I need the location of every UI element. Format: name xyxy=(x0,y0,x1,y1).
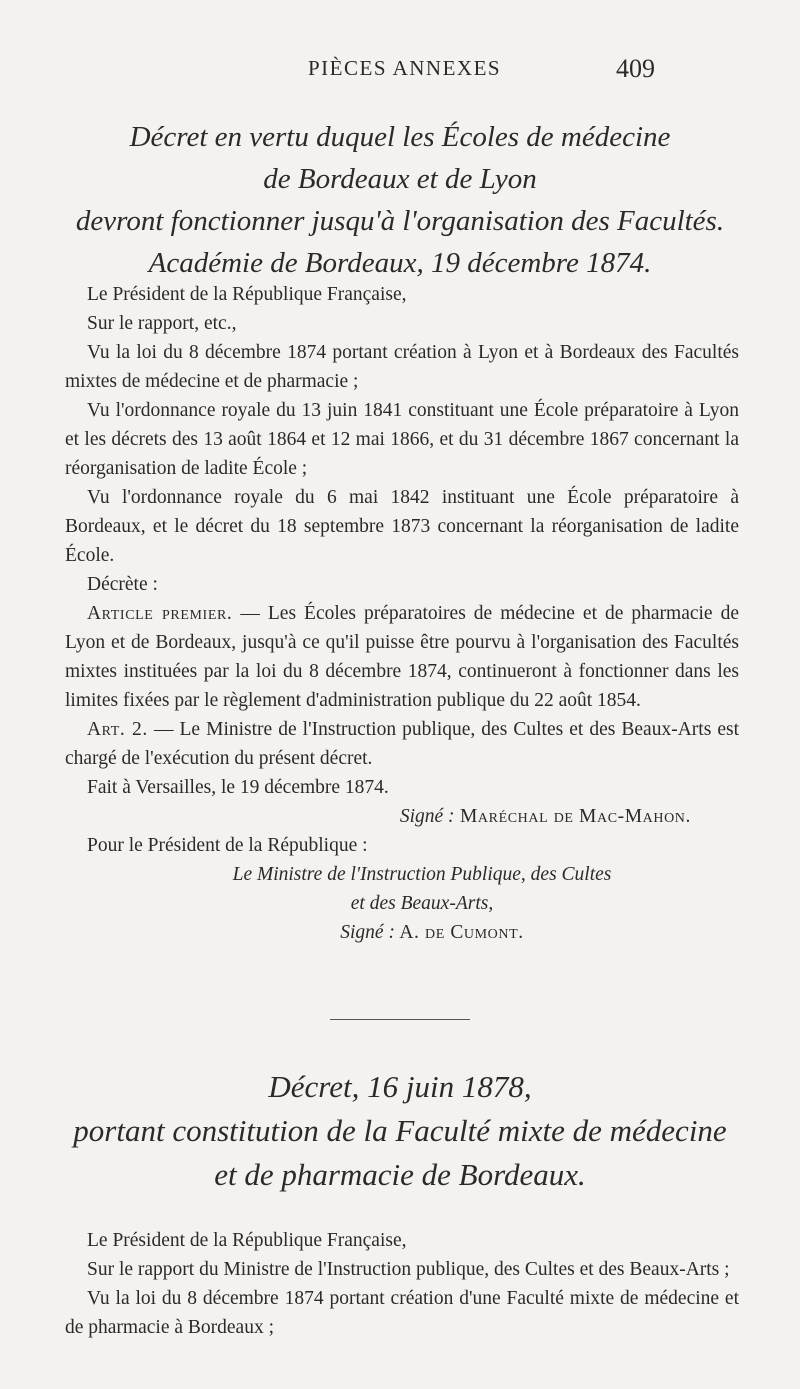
article-text: — Les Écoles préparatoires de médecine et de pharmacie de Lyon et de Bordeaux, jusqu'à ce qu'il puisse être pourvu à l'organisation des Facultés mixtes instituées par la loi du 8 décembre 1874, continueront à fonctionner dans les limites fixées par le règlement d'administration publique du 22 août 1854. xyxy=(65,603,739,711)
decree2-title-line: et de pharmacie de Bordeaux. xyxy=(214,1157,586,1192)
paragraph: Sur le rapport, etc., xyxy=(87,313,237,334)
decree1-title-line: devront fonctionner jusqu'à l'organisation des Facultés. xyxy=(75,205,725,237)
paragraph: Vu la loi du 8 décembre 1874 portant création d'une Faculté mixte de médecine et de pharmacie à Bordeaux ; xyxy=(65,1288,739,1338)
article-2 xyxy=(65,715,739,773)
paragraph: Vu la loi du 8 décembre 1874 portant création à Lyon et à Bordeaux des Facultés mixtes de médecine et de pharmacie ; xyxy=(65,342,739,392)
signature-line xyxy=(65,802,739,831)
running-title: PIÈCES ANNEXES xyxy=(308,56,502,80)
signed-name: A. de Cumont. xyxy=(394,922,524,943)
paragraph: Vu l'ordonnance royale du 6 mai 1842 instituant une École préparatoire à Bordeaux, et le décret du 18 septembre 1873 concernant la réorganisation de ladite École. xyxy=(65,487,739,566)
decree1-title-line: Académie de Bordeaux, 19 décembre 1874. xyxy=(148,247,652,279)
page-number: 409 xyxy=(616,54,655,83)
decree2-title-line: Décret, 16 juin 1878, xyxy=(268,1069,532,1104)
decree2-body xyxy=(65,1226,739,1342)
decree1-title xyxy=(0,116,800,284)
paragraph: Pour le Président de la République : xyxy=(87,835,368,856)
paragraph: Décrète : xyxy=(87,574,158,595)
signed-label: Signé : xyxy=(340,922,395,943)
article-1 xyxy=(65,599,739,715)
signed-name: Maréchal de Mac-Mahon. xyxy=(454,806,691,827)
signed-label: Signé : xyxy=(399,806,455,827)
article-label: Art. 2. xyxy=(87,719,148,740)
decree1-body xyxy=(65,280,739,947)
paragraph: Vu l'ordonnance royale du 13 juin 1841 constituant une École préparatoire à Lyon et les décrets des 13 août 1864 et 12 mai 1866, et du 31 décembre 1867 concernant la réorganisation de ladite École ; xyxy=(65,400,739,479)
paragraph: Fait à Versailles, le 19 décembre 1874. xyxy=(87,777,389,798)
paragraph: Sur le rapport du Ministre de l'Instruction publique, des Cultes et des Beaux-Arts ; xyxy=(87,1259,730,1280)
signature-line xyxy=(65,918,739,947)
running-header xyxy=(0,54,800,94)
minister-line: Le Ministre de l'Instruction Publique, des Cultes xyxy=(232,864,612,885)
paragraph: Le Président de la République Française, xyxy=(87,1230,407,1251)
paragraph: Le Président de la République Française, xyxy=(87,284,407,305)
decree2-title xyxy=(0,1065,800,1197)
decree1-title-line: de Bordeaux et de Lyon xyxy=(263,163,537,195)
decree1-title-line: Décret en vertu duquel les Écoles de médecine xyxy=(129,121,671,153)
section-divider xyxy=(330,1019,470,1020)
minister-line: et des Beaux-Arts, xyxy=(350,893,494,914)
article-label: Article premier. xyxy=(87,603,233,624)
decree2-title-line: portant constitution de la Faculté mixte de médecine xyxy=(73,1113,727,1148)
article-text: — Le Ministre de l'Instruction publique, des Cultes et des Beaux-Arts est chargé de l'exécution du présent décret. xyxy=(65,719,739,769)
